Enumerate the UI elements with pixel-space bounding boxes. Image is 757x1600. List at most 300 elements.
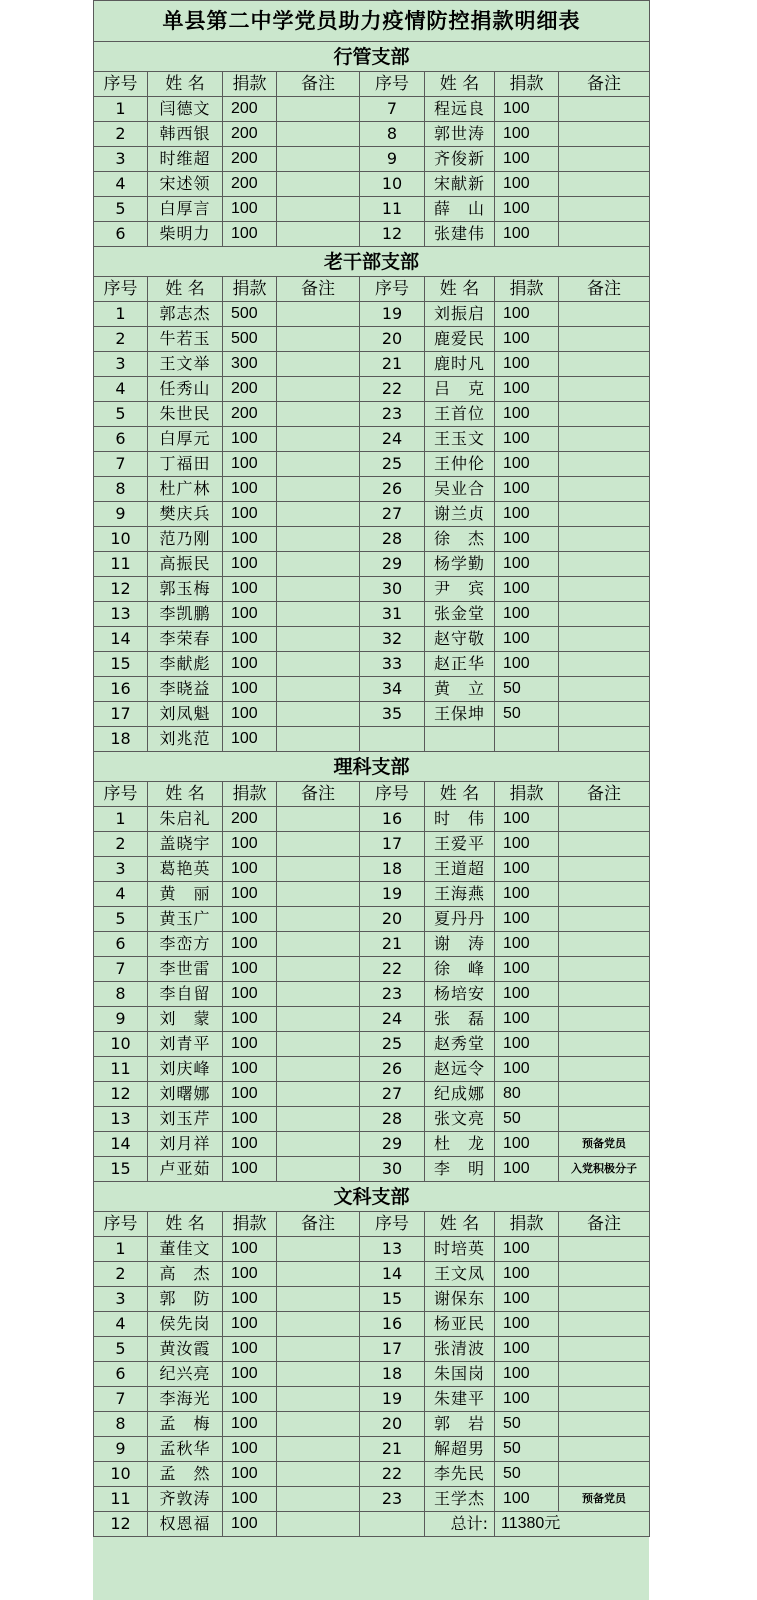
row-note [559, 1107, 650, 1132]
row-amount: 50 [495, 677, 559, 702]
row-no: 21 [360, 352, 425, 377]
row-name: 时维超 [148, 147, 223, 172]
row-amount: 500 [223, 327, 277, 352]
row-no: 25 [360, 452, 425, 477]
header-name: 姓 名 [425, 277, 495, 302]
header-amount: 捐款 [223, 782, 277, 807]
row-amount: 100 [495, 1362, 559, 1387]
row-note [277, 452, 360, 477]
row-amount: 100 [223, 857, 277, 882]
row-name: 尹 宾 [425, 577, 495, 602]
table-row [94, 602, 650, 627]
row-name: 徐 杰 [425, 527, 495, 552]
row-no: 26 [360, 1057, 425, 1082]
row-amount: 100 [495, 452, 559, 477]
table-row [94, 1362, 650, 1387]
row-no: 16 [360, 1312, 425, 1337]
table-row [94, 427, 650, 452]
row-no: 8 [94, 1412, 148, 1437]
table-row [94, 932, 650, 957]
row-amount: 100 [495, 402, 559, 427]
table-row [94, 452, 650, 477]
row-name: 时培英 [425, 1237, 495, 1262]
row-note [559, 147, 650, 172]
row-no: 12 [94, 1512, 148, 1537]
row-no: 17 [360, 1337, 425, 1362]
row-amount: 100 [223, 882, 277, 907]
row-no: 8 [94, 982, 148, 1007]
header-amount: 捐款 [223, 1212, 277, 1237]
row-amount: 100 [223, 577, 277, 602]
row-note [277, 352, 360, 377]
row-name: 赵远令 [425, 1057, 495, 1082]
row-no: 15 [360, 1287, 425, 1312]
table-row [94, 702, 650, 727]
row-amount: 100 [495, 502, 559, 527]
header-amount: 捐款 [223, 72, 277, 97]
table-row [94, 577, 650, 602]
row-amount: 100 [495, 527, 559, 552]
row-name: 黄 丽 [148, 882, 223, 907]
row-no: 4 [94, 377, 148, 402]
table-row [94, 527, 650, 552]
header-note: 备注 [559, 72, 650, 97]
row-no: 5 [94, 197, 148, 222]
row-no: 15 [94, 1157, 148, 1182]
row-name: 黄汝霞 [148, 1337, 223, 1362]
row-amount: 100 [495, 882, 559, 907]
row-amount: 100 [495, 602, 559, 627]
row-name: 牛若玉 [148, 327, 223, 352]
table-row [94, 807, 650, 832]
row-note [559, 1032, 650, 1057]
table-row [94, 652, 650, 677]
row-name: 葛艳英 [148, 857, 223, 882]
header-row [94, 782, 650, 807]
row-no: 11 [360, 197, 425, 222]
row-amount: 100 [223, 222, 277, 247]
row-note [559, 702, 650, 727]
table-row [94, 1262, 650, 1287]
table-row [94, 982, 650, 1007]
header-note: 备注 [559, 277, 650, 302]
row-amount: 100 [223, 907, 277, 932]
row-amount [495, 727, 559, 752]
row-note [277, 302, 360, 327]
row-amount: 100 [223, 197, 277, 222]
donation-sheet [93, 0, 649, 1600]
row-amount: 100 [495, 1032, 559, 1057]
row-name: 丁福田 [148, 452, 223, 477]
row-no: 22 [360, 957, 425, 982]
row-no: 34 [360, 677, 425, 702]
row-note [559, 577, 650, 602]
row-note [559, 552, 650, 577]
row-note [277, 1157, 360, 1182]
row-amount: 200 [223, 172, 277, 197]
row-amount: 100 [223, 427, 277, 452]
row-note [277, 402, 360, 427]
row-name: 夏丹丹 [425, 907, 495, 932]
row-name: 李晓益 [148, 677, 223, 702]
table-row [94, 832, 650, 857]
row-name: 纪成娜 [425, 1082, 495, 1107]
row-note [277, 427, 360, 452]
row-note [277, 1412, 360, 1437]
row-name: 李献彪 [148, 652, 223, 677]
section-title: 文科支部 [94, 1182, 650, 1212]
row-no: 4 [94, 172, 148, 197]
row-note [277, 552, 360, 577]
row-amount: 100 [495, 577, 559, 602]
row-name: 李凯鹏 [148, 602, 223, 627]
row-amount: 100 [495, 1157, 559, 1182]
row-no: 20 [360, 327, 425, 352]
row-note [559, 932, 650, 957]
row-name: 刘振启 [425, 302, 495, 327]
row-no: 7 [360, 97, 425, 122]
row-note [559, 172, 650, 197]
row-name: 范乃刚 [148, 527, 223, 552]
row-name: 解超男 [425, 1437, 495, 1462]
row-name: 刘月祥 [148, 1132, 223, 1157]
row-note [277, 1462, 360, 1487]
row-note [277, 652, 360, 677]
row-note [559, 97, 650, 122]
row-no: 6 [94, 427, 148, 452]
row-amount: 100 [495, 377, 559, 402]
row-name: 高 杰 [148, 1262, 223, 1287]
row-no: 1 [94, 302, 148, 327]
row-note [277, 1032, 360, 1057]
table-row [94, 677, 650, 702]
row-name: 黄玉广 [148, 907, 223, 932]
row-no: 13 [94, 1107, 148, 1132]
row-note [559, 1007, 650, 1032]
row-no: 22 [360, 1462, 425, 1487]
row-name: 刘青平 [148, 1032, 223, 1057]
row-amount: 200 [223, 122, 277, 147]
row-name: 杨培安 [425, 982, 495, 1007]
table-row [94, 1487, 650, 1512]
row-amount: 100 [495, 172, 559, 197]
header-no: 序号 [360, 1212, 425, 1237]
header-no: 序号 [94, 277, 148, 302]
row-no: 1 [94, 97, 148, 122]
row-no: 26 [360, 477, 425, 502]
row-name: 张文亮 [425, 1107, 495, 1132]
row-amount: 100 [223, 627, 277, 652]
row-amount: 100 [223, 1262, 277, 1287]
row-name: 王海燕 [425, 882, 495, 907]
row-name: 刘凤魁 [148, 702, 223, 727]
row-note [277, 627, 360, 652]
table-row [94, 122, 650, 147]
row-name: 高振民 [148, 552, 223, 577]
row-name: 王爱平 [425, 832, 495, 857]
row-no: 30 [360, 1157, 425, 1182]
row-amount: 100 [495, 857, 559, 882]
row-amount: 100 [223, 502, 277, 527]
row-no: 5 [94, 402, 148, 427]
row-no: 8 [94, 477, 148, 502]
row-amount: 200 [223, 147, 277, 172]
row-no: 18 [94, 727, 148, 752]
row-no: 24 [360, 427, 425, 452]
row-name: 王文凤 [425, 1262, 495, 1287]
row-note [277, 1362, 360, 1387]
row-name: 闫德文 [148, 97, 223, 122]
row-amount: 100 [495, 1287, 559, 1312]
row-amount: 300 [223, 352, 277, 377]
row-name: 黄 立 [425, 677, 495, 702]
header-name: 姓 名 [148, 277, 223, 302]
row-no: 3 [94, 147, 148, 172]
header-name: 姓 名 [148, 782, 223, 807]
table-row [94, 1082, 650, 1107]
row-amount: 100 [223, 1412, 277, 1437]
row-note [559, 982, 650, 1007]
row-no: 2 [94, 122, 148, 147]
row-note [277, 677, 360, 702]
row-note [277, 1082, 360, 1107]
row-name: 鹿爱民 [425, 327, 495, 352]
row-note [277, 907, 360, 932]
row-note [277, 377, 360, 402]
row-no: 33 [360, 652, 425, 677]
row-no: 14 [360, 1262, 425, 1287]
table-row [94, 222, 650, 247]
row-amount: 100 [223, 527, 277, 552]
row-amount: 100 [223, 602, 277, 627]
row-name: 王学杰 [425, 1487, 495, 1512]
header-name: 姓 名 [425, 1212, 495, 1237]
row-name: 白厚言 [148, 197, 223, 222]
row-no: 30 [360, 577, 425, 602]
row-amount: 100 [495, 302, 559, 327]
row-no: 6 [94, 1362, 148, 1387]
row-no: 5 [94, 907, 148, 932]
header-no: 序号 [94, 1212, 148, 1237]
row-name: 齐敦涛 [148, 1487, 223, 1512]
header-row [94, 72, 650, 97]
row-amount: 100 [495, 1387, 559, 1412]
row-no: 10 [94, 1462, 148, 1487]
row-note [559, 652, 650, 677]
row-note [277, 147, 360, 172]
row-name: 张 磊 [425, 1007, 495, 1032]
row-name: 朱世民 [148, 402, 223, 427]
row-no: 20 [360, 907, 425, 932]
row-name: 郭 岩 [425, 1412, 495, 1437]
row-no: 28 [360, 527, 425, 552]
row-name: 任秀山 [148, 377, 223, 402]
row-name [425, 727, 495, 752]
row-note [277, 97, 360, 122]
row-name: 孟 然 [148, 1462, 223, 1487]
row-note [277, 1437, 360, 1462]
row-note [559, 327, 650, 352]
row-amount: 100 [223, 1032, 277, 1057]
row-amount: 100 [495, 1487, 559, 1512]
row-note [559, 427, 650, 452]
row-name: 侯先岗 [148, 1312, 223, 1337]
row-no: 10 [360, 172, 425, 197]
row-amount: 100 [495, 477, 559, 502]
row-no: 28 [360, 1107, 425, 1132]
row-note [277, 1237, 360, 1262]
header-note: 备注 [559, 1212, 650, 1237]
total-row [94, 1512, 650, 1537]
row-no: 3 [94, 352, 148, 377]
header-no: 序号 [94, 72, 148, 97]
row-name: 朱启礼 [148, 807, 223, 832]
row-note [277, 222, 360, 247]
row-name: 李 明 [425, 1157, 495, 1182]
row-note [277, 602, 360, 627]
row-note [559, 627, 650, 652]
row-note [559, 602, 650, 627]
row-amount: 100 [495, 197, 559, 222]
row-no: 4 [94, 882, 148, 907]
row-name: 杜广林 [148, 477, 223, 502]
header-no: 序号 [360, 72, 425, 97]
row-note [277, 1337, 360, 1362]
row-note [559, 957, 650, 982]
header-row [94, 1212, 650, 1237]
row-note [277, 932, 360, 957]
row-no: 2 [94, 832, 148, 857]
table-row [94, 302, 650, 327]
row-no: 10 [94, 1032, 148, 1057]
row-name: 谢保东 [425, 1287, 495, 1312]
row-note [559, 1362, 650, 1387]
row-note [559, 1237, 650, 1262]
table-row [94, 1157, 650, 1182]
row-note [277, 1132, 360, 1157]
row-amount: 100 [495, 907, 559, 932]
row-name: 朱建平 [425, 1387, 495, 1412]
header-name: 姓 名 [425, 72, 495, 97]
total-label: 总计: [425, 1512, 495, 1537]
row-amount: 50 [495, 702, 559, 727]
header-amount: 捐款 [495, 72, 559, 97]
row-amount: 100 [223, 452, 277, 477]
row-note [559, 197, 650, 222]
row-note [277, 577, 360, 602]
row-note [277, 527, 360, 552]
table-row [94, 352, 650, 377]
row-amount: 100 [223, 1462, 277, 1487]
row-amount: 100 [223, 1157, 277, 1182]
row-name: 郭志杰 [148, 302, 223, 327]
row-note [277, 1387, 360, 1412]
row-note [559, 352, 650, 377]
row-amount: 100 [495, 957, 559, 982]
row-amount: 100 [223, 1512, 277, 1537]
row-no: 18 [360, 1362, 425, 1387]
row-amount: 100 [495, 832, 559, 857]
header-name: 姓 名 [148, 1212, 223, 1237]
row-no: 6 [94, 222, 148, 247]
row-name: 孟秋华 [148, 1437, 223, 1462]
header-no: 序号 [360, 782, 425, 807]
table-row [94, 1237, 650, 1262]
row-amount: 100 [223, 1082, 277, 1107]
table-row [94, 1337, 650, 1362]
row-no: 5 [94, 1337, 148, 1362]
row-name: 刘 蒙 [148, 1007, 223, 1032]
row-note [559, 882, 650, 907]
row-no: 19 [360, 302, 425, 327]
row-name: 徐 峰 [425, 957, 495, 982]
row-note [559, 1437, 650, 1462]
row-note: 入党积极分子 [559, 1157, 650, 1182]
row-amount: 100 [495, 552, 559, 577]
row-note [559, 1337, 650, 1362]
table-row [94, 402, 650, 427]
row-no: 23 [360, 982, 425, 1007]
row-amount: 100 [495, 1337, 559, 1362]
row-note [277, 327, 360, 352]
row-no: 10 [94, 527, 148, 552]
row-no: 1 [94, 1237, 148, 1262]
row-amount: 100 [223, 957, 277, 982]
row-amount: 100 [223, 1312, 277, 1337]
section-title: 老干部支部 [94, 247, 650, 277]
row-name: 王首位 [425, 402, 495, 427]
row-no: 8 [360, 122, 425, 147]
row-no: 4 [94, 1312, 148, 1337]
row-note [277, 702, 360, 727]
row-amount: 200 [223, 97, 277, 122]
row-name: 王道超 [425, 857, 495, 882]
table-row [94, 172, 650, 197]
row-name: 刘玉芹 [148, 1107, 223, 1132]
row-name: 郭 防 [148, 1287, 223, 1312]
table-row [94, 1032, 650, 1057]
row-amount: 100 [495, 932, 559, 957]
table-row [94, 1312, 650, 1337]
row-name: 李海光 [148, 1387, 223, 1412]
table-row [94, 1287, 650, 1312]
row-amount: 50 [495, 1437, 559, 1462]
row-amount: 100 [223, 652, 277, 677]
table-row [94, 147, 650, 172]
row-note [559, 1412, 650, 1437]
row-note [277, 122, 360, 147]
row-amount: 100 [495, 1007, 559, 1032]
row-amount: 100 [223, 1437, 277, 1462]
row-note [559, 477, 650, 502]
row-note [277, 1487, 360, 1512]
row-amount: 100 [223, 1107, 277, 1132]
table-row [94, 97, 650, 122]
row-name: 樊庆兵 [148, 502, 223, 527]
row-name: 权恩福 [148, 1512, 223, 1537]
row-no: 29 [360, 552, 425, 577]
row-amount: 100 [223, 677, 277, 702]
header-amount: 捐款 [495, 782, 559, 807]
row-note [559, 727, 650, 752]
row-amount: 50 [495, 1107, 559, 1132]
row-note [559, 832, 650, 857]
row-note [277, 882, 360, 907]
row-amount: 100 [223, 832, 277, 857]
table-row [94, 882, 650, 907]
row-amount: 100 [223, 1362, 277, 1387]
row-name: 鹿时凡 [425, 352, 495, 377]
